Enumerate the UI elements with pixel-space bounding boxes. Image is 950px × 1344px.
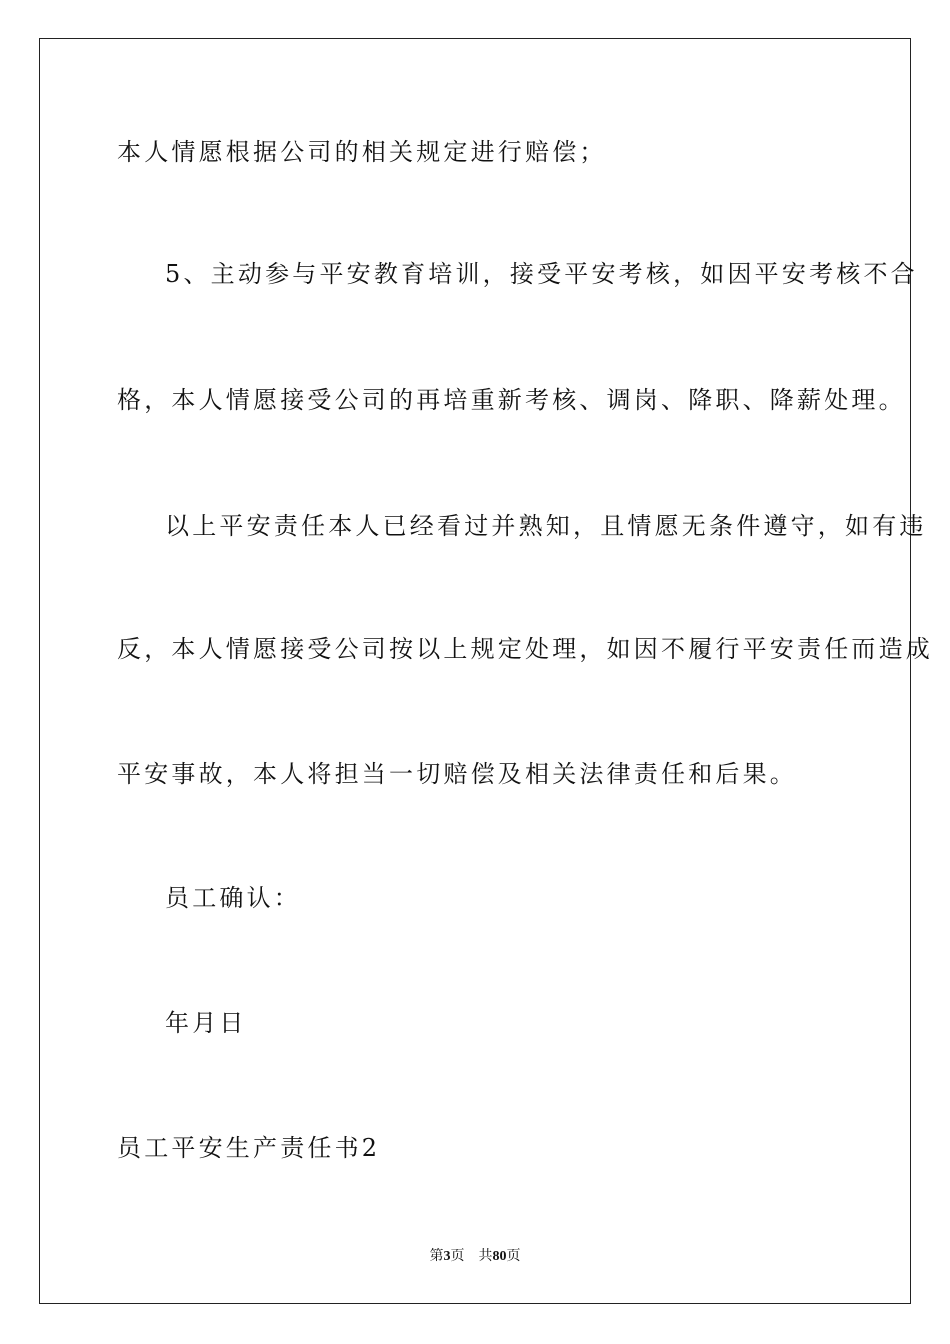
body-line-3: 格，本人情愿接受公司的再培重新考核、调岗、降职、降薪处理。 bbox=[117, 386, 906, 414]
body-line-5: 反，本人情愿接受公司按以上规定处理，如因不履行平安责任而造成 bbox=[117, 635, 933, 663]
page-footer bbox=[0, 1248, 950, 1266]
body-line-2: 5、主动参与平安教育培训，接受平安考核，如因平安考核不合 bbox=[165, 260, 918, 288]
employee-confirmation-label: 员工确认： bbox=[165, 884, 301, 912]
footer-total-suffix: 页 bbox=[506, 1249, 521, 1264]
body-line-1: 本人情愿根据公司的相关规定进行赔偿； bbox=[117, 138, 607, 166]
footer-total-pages: 80 bbox=[492, 1249, 507, 1264]
footer-total-prefix: 共 bbox=[478, 1249, 493, 1264]
footer-page-number: 3 bbox=[443, 1249, 451, 1264]
body-line-4: 以上平安责任本人已经看过并熟知，且情愿无条件遵守，如有违 bbox=[165, 512, 927, 540]
footer-page-suffix: 页 bbox=[450, 1249, 465, 1264]
footer-page-prefix: 第 bbox=[429, 1249, 444, 1264]
page-border bbox=[39, 38, 911, 1304]
date-label: 年月日 bbox=[165, 1009, 247, 1037]
body-line-6: 平安事故，本人将担当一切赔偿及相关法律责任和后果。 bbox=[117, 760, 797, 788]
section-title: 员工平安生产责任书2 bbox=[117, 1134, 381, 1162]
